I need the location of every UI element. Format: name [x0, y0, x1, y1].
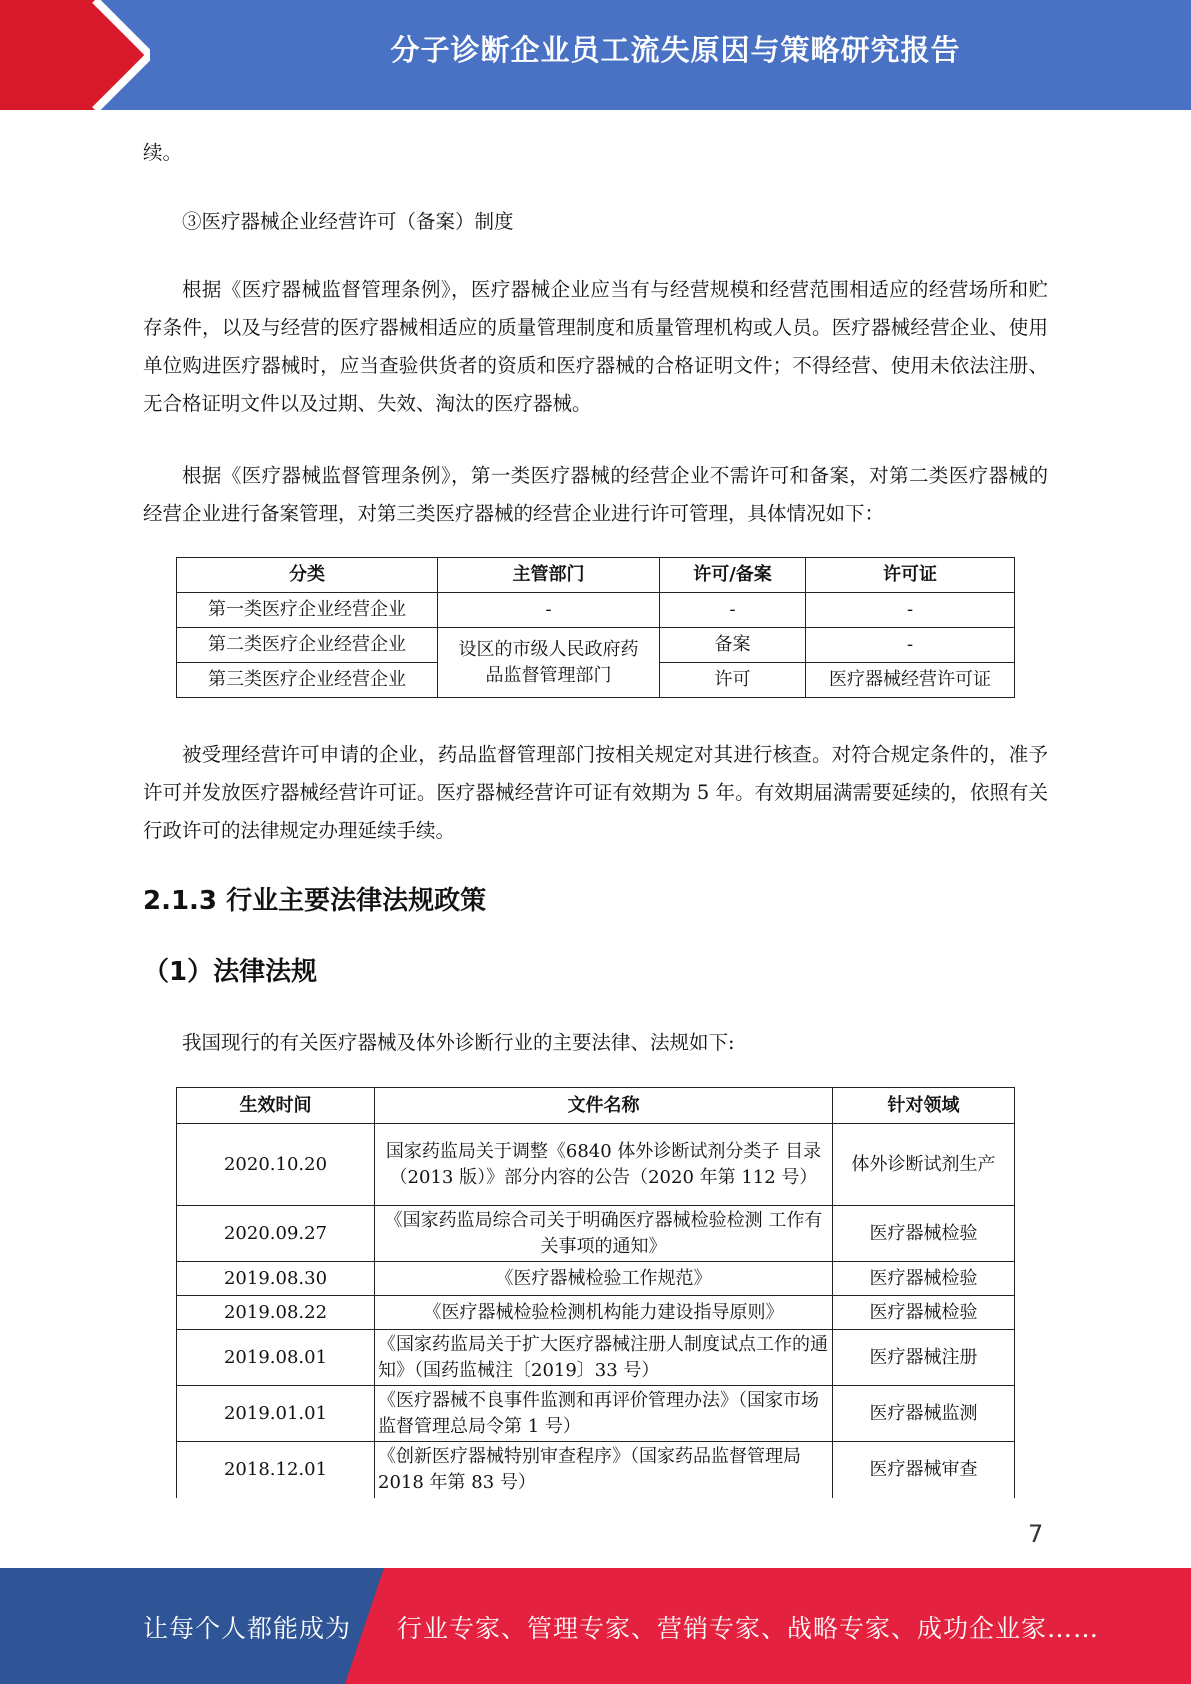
- table-row: [177, 1442, 1015, 1498]
- table-cell-document: 《创新医疗器械特别审查程序》（国家药品监督管理局 2018 年第 83 号）: [375, 1442, 833, 1498]
- table-cell: 备案: [660, 628, 806, 663]
- paragraph-laws-intro: 我国现行的有关医疗器械及体外诊断行业的主要法律、法规如下:: [182, 1031, 735, 1054]
- table-cell-domain: 医疗器械监测: [833, 1386, 1015, 1442]
- table-row: [177, 628, 1015, 663]
- page-header: [0, 0, 1191, 110]
- table-cell-document: 《医疗器械检验检测机构能力建设指导原则》: [375, 1296, 833, 1330]
- paragraph-regulation: 根据《医疗器械监督管理条例》，医疗器械企业应当有与经营规模和经营范围相适应的经营场所和贮存条件，以及与经营的医疗器械相适应的质量管理制度和质量管理机构或人员。医疗器械经营企业、使用单位购进医疗器械时，应当查验供货者的资质和医疗器械的合格证明文件；不得经营、使用未依法注册、无合格证明文件以及过期、失效、淘汰的医疗器械。: [143, 278, 1048, 415]
- table-cell-date: 2018.12.01: [177, 1442, 375, 1498]
- table-cell: 第三类医疗企业经营企业: [177, 663, 438, 698]
- table-row: [177, 1386, 1015, 1442]
- table-row: [177, 1124, 1015, 1206]
- paragraph-continuation: 续。: [143, 141, 183, 164]
- table-cell-date: 2019.01.01: [177, 1386, 375, 1442]
- table-cell: -: [806, 593, 1015, 628]
- table-cell-date: 2019.08.30: [177, 1262, 375, 1296]
- table-cell: 许可: [660, 663, 806, 698]
- table-header-cell: 主管部门: [438, 558, 660, 593]
- report-title: 分子诊断企业员工流失原因与策略研究报告: [390, 33, 961, 67]
- table-cell-domain: 体外诊断试剂生产: [833, 1124, 1015, 1206]
- table-cell-document: 《医疗器械检验工作规范》: [375, 1262, 833, 1296]
- table-row: [177, 1206, 1015, 1262]
- table-cell: -: [806, 628, 1015, 663]
- table-header-row: [177, 558, 1015, 593]
- paragraph-classification: 根据《医疗器械监督管理条例》，第一类医疗器械的经营企业不需许可和备案，对第二类医疗器械的经营企业进行备案管理，对第三类医疗器械的经营企业进行许可管理，具体情况如下：: [143, 464, 1048, 525]
- table-cell-date: 2020.09.27: [177, 1206, 375, 1262]
- table-header-row: [177, 1088, 1015, 1124]
- table-cell: 医疗器械经营许可证: [806, 663, 1015, 698]
- table-row: [177, 593, 1015, 628]
- footer-slogan-right: 行业专家、管理专家、营销专家、战略专家、成功企业家……: [397, 1614, 1100, 1643]
- table-cell-domain: 医疗器械检验: [833, 1206, 1015, 1262]
- table-cell-domain: 医疗器械检验: [833, 1262, 1015, 1296]
- table-row: [177, 1262, 1015, 1296]
- table-header-cell: 针对领域: [833, 1088, 1015, 1124]
- license-table: [176, 557, 1015, 698]
- paragraph-license-review: 被受理经营许可申请的企业，药品监督管理部门按相关规定对其进行核查。对符合规定条件的，准予许可并发放医疗器械经营许可证。医疗器械经营许可证有效期为 5 年。有效期届满需要延续的，依照有关行政许可的法律规定办理延续手续。: [143, 743, 1048, 842]
- page-number: 7: [1028, 1520, 1044, 1548]
- header-arrow-decoration: [0, 0, 150, 110]
- table-header-cell: 许可/备案: [660, 558, 806, 593]
- table-header-cell: 生效时间: [177, 1088, 375, 1124]
- section-heading: 2.1.3 行业主要法律法规政策: [143, 886, 487, 916]
- table-cell-document: 《医疗器械不良事件监测和再评价管理办法》（国家市场监督管理总局令第 1 号）: [375, 1386, 833, 1442]
- table-row: [177, 1296, 1015, 1330]
- page-footer: [0, 1568, 1191, 1684]
- table-cell-document: 国家药监局关于调整《6840 体外诊断试剂分类子 目录（2013 版）》部分内容的公告（2020 年第 112 号）: [375, 1124, 833, 1206]
- table-cell-date: 2020.10.20: [177, 1124, 375, 1206]
- table-cell-date: 2019.08.01: [177, 1330, 375, 1386]
- subheading-license-system: ③医疗器械企业经营许可（备案）制度: [182, 210, 514, 233]
- table-cell: 第一类医疗企业经营企业: [177, 593, 438, 628]
- subsection-heading: （1）法律法规: [143, 957, 318, 987]
- table-cell: -: [660, 593, 806, 628]
- table-header-cell: 分类: [177, 558, 438, 593]
- table-cell-domain: 医疗器械注册: [833, 1330, 1015, 1386]
- table-row: [177, 1330, 1015, 1386]
- table-cell-domain: 医疗器械审查: [833, 1442, 1015, 1498]
- table-cell-document: 《国家药监局综合司关于明确医疗器械检验检测 工作有关事项的通知》: [375, 1206, 833, 1262]
- table-cell-domain: 医疗器械检验: [833, 1296, 1015, 1330]
- table-cell-merged: 设区的市级人民政府药品监督管理部门: [438, 628, 660, 698]
- footer-slogan-left: 让每个人都能成为: [143, 1614, 352, 1643]
- table-header-cell: 许可证: [806, 558, 1015, 593]
- table-cell-document: 《国家药监局关于扩大医疗器械注册人制度试点工作的通知》（国药监械注〔2019〕33 号）: [375, 1330, 833, 1386]
- table-cell: 第二类医疗企业经营企业: [177, 628, 438, 663]
- table-header-cell: 文件名称: [375, 1088, 833, 1124]
- laws-table: [176, 1087, 1015, 1498]
- table-cell: -: [438, 593, 660, 628]
- table-cell-date: 2019.08.22: [177, 1296, 375, 1330]
